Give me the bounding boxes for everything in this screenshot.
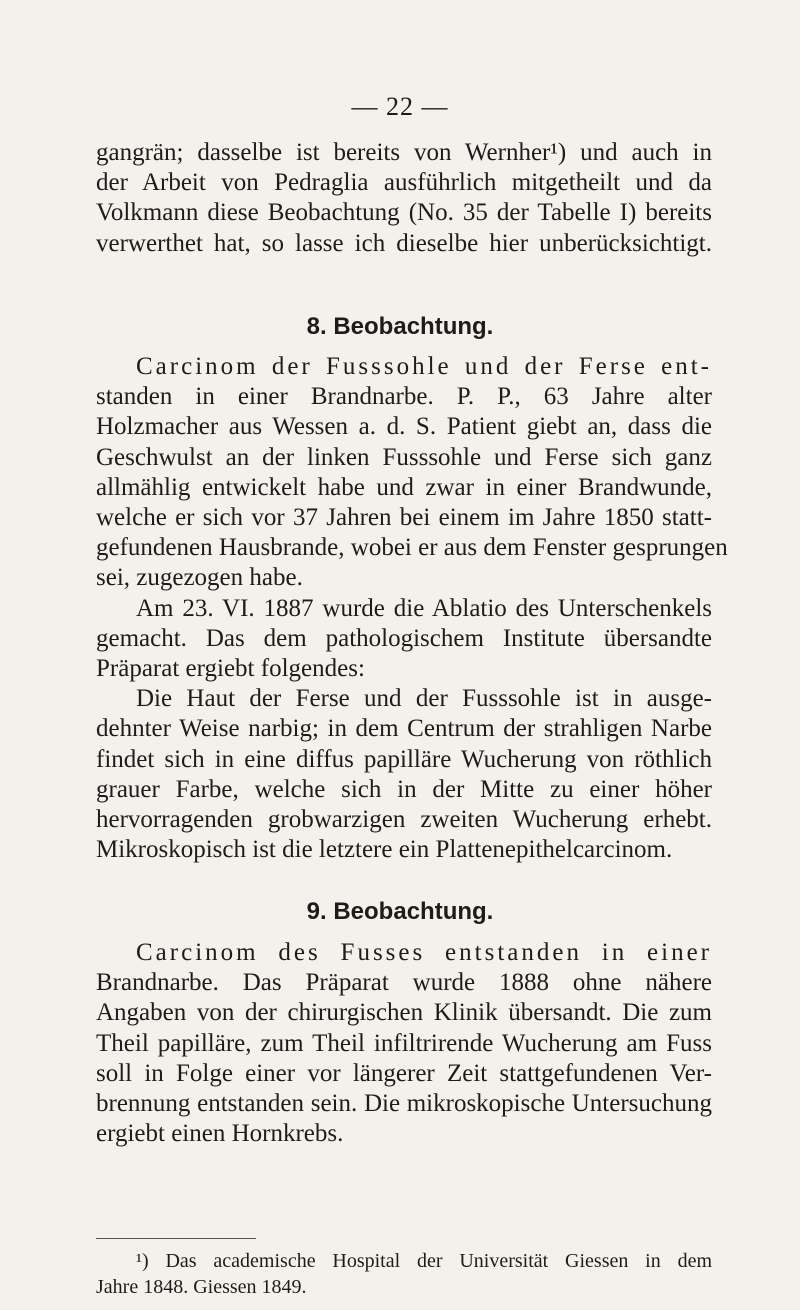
footnote-line: ¹) Das academische Hospital der Universität Giessen in dem [136, 1250, 712, 1272]
intro-paragraph [96, 138, 712, 259]
section-9-body [96, 938, 712, 1149]
text-line: allmählig entwickelt habe und zwar in einer Brandwunde, [96, 473, 712, 501]
text-line: soll in Folge einer vor längerer Zeit stattgefundenen Ver- [96, 1059, 712, 1087]
text-line: der Arbeit von Pedraglia ausführlich mitgetheilt und da [96, 169, 712, 197]
text-line: gefundenen Hausbrande, wobei er aus dem Fenster gesprungen [96, 534, 728, 562]
text-line: Geschwulst an der linken Fusssohle und Ferse sich ganz [96, 443, 712, 471]
text-line: sei, zugezogen habe. [96, 564, 303, 592]
page-number: — 22 — [351, 92, 449, 121]
section-heading-8: 8. Beobachtung. [306, 313, 494, 340]
text-line: Theil papilläre, zum Theil infiltrirende Wucherung am Fuss [96, 1029, 712, 1057]
text-line: gangrän; dasselbe ist bereits von Wernher¹) und auch in [96, 139, 712, 166]
text-line: welche er sich vor 37 Jahren bei einem im Jahre 1850 statt- [96, 504, 712, 532]
text-line: verwerthet hat, so lasse ich dieselbe hier unberücksichtigt. [96, 229, 712, 257]
text-line: Brandnarbe. Das Präparat wurde 1888 ohne nähere [96, 969, 712, 997]
text-line: Carcinom der Fusssohle und der Ferse ent- [136, 353, 712, 380]
text-line: findet sich in eine diffus papilläre Wucherung von röthlich [96, 745, 712, 773]
section-heading-9: 9. Beobachtung. [306, 898, 494, 925]
text-line: Carcinom des Fusses entstanden in einer [136, 939, 712, 966]
text-line: Volkmann diese Beobachtung (No. 35 der Tabelle I) bereits [96, 199, 712, 227]
footnote-line: Jahre 1848. Giessen 1849. [96, 1276, 307, 1298]
text-line: hervorragenden grobwarzigen zweiten Wucherung erhebt. [96, 806, 712, 834]
text-line: Holzmacher aus Wessen a. d. S. Patient giebt an, dass die [96, 413, 712, 441]
text-line: brennung entstanden sein. Die mikroskopische Untersuchung [96, 1090, 712, 1118]
section-8-body [96, 352, 728, 865]
text-line: ergiebt einen Hornkrebs. [96, 1120, 344, 1148]
text-line: grauer Farbe, welche sich in der Mitte zu einer höher [96, 775, 712, 803]
footnote [96, 1248, 712, 1300]
text-line: dehnter Weise narbig; in dem Centrum der strahligen Narbe [96, 715, 712, 743]
text-line: Angaben von der chirurgischen Klinik übersandt. Die zum [96, 999, 712, 1027]
footnote-rule [96, 1238, 256, 1239]
text-line: gemacht. Das dem pathologischem Institute übersandte [96, 624, 712, 652]
text-line: standen in einer Brandnarbe. P. P., 63 Jahre alter [96, 383, 712, 411]
text-line: Mikroskopisch ist die letztere ein Plattenepithelcarcinom. [96, 836, 673, 864]
text-line: Die Haut der Ferse und der Fusssohle ist in ausge- [136, 685, 712, 713]
text-line: Präparat ergiebt folgendes: [96, 655, 365, 683]
text-line: Am 23. VI. 1887 wurde die Ablatio des Unterschenkels [136, 594, 712, 622]
